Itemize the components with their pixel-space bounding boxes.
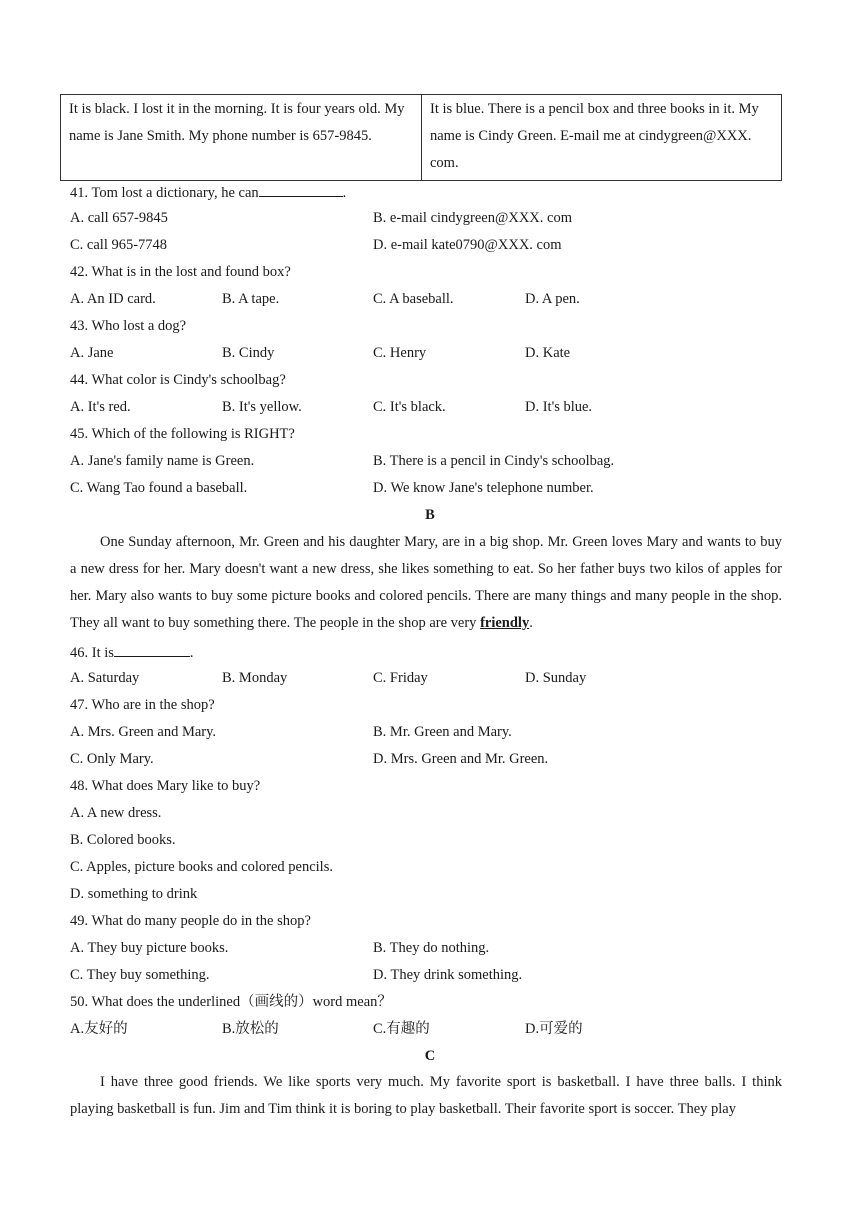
question-43-stem: 43. Who lost a dog? — [70, 318, 187, 334]
question-47-stem: 47. Who are in the shop? — [70, 697, 215, 713]
option-42-d: D. A pen. — [525, 291, 580, 307]
option-46-c: C. Friday — [373, 670, 428, 686]
answer-blank — [259, 182, 343, 197]
question-44-stem: 44. What color is Cindy's schoolbag? — [70, 372, 286, 388]
option-47-b: B. Mr. Green and Mary. — [373, 724, 512, 740]
option-42-c: C. A baseball. — [373, 291, 454, 307]
question-41-stem: 41. Tom lost a dictionary, he can . — [70, 182, 346, 202]
option-45-c: C. Wang Tao found a baseball. — [70, 480, 248, 496]
option-50-c: C.有趣的 — [373, 1021, 430, 1037]
option-49-a: A. They buy picture books. — [70, 940, 229, 956]
option-44-d: D. It's blue. — [525, 399, 593, 415]
option-50-b: B.放松的 — [222, 1021, 279, 1037]
notice-jane: It is black. I lost it in the morning. It is four years old. My name is Jane Smith. My phone number is 657-9845. — [61, 95, 422, 181]
option-50-a: A.友好的 — [70, 1021, 128, 1037]
option-43-c: C. Henry — [373, 345, 427, 361]
option-43-d: D. Kate — [525, 345, 571, 361]
answer-blank — [114, 642, 190, 657]
notice-cindy: It is blue. There is a pencil box and three books in it. My name is Cindy Green. E-mail me at cindygreen@XXX. com. — [422, 95, 782, 181]
section-c-heading: C — [424, 1048, 436, 1064]
question-48-stem: 48. What does Mary like to buy? — [70, 778, 261, 794]
question-50-stem: 50. What does the underlined（画线的）word mean？ — [70, 994, 392, 1010]
option-41-b: B. e-mail cindygreen@XXX. com — [373, 210, 572, 226]
question-45-stem: 45. Which of the following is RIGHT? — [70, 426, 295, 442]
question-46-stem: 46. It is . — [70, 642, 194, 662]
option-46-a: A. Saturday — [70, 670, 140, 686]
question-42-stem: 42. What is in the lost and found box? — [70, 264, 291, 280]
option-49-c: C. They buy something. — [70, 967, 210, 983]
option-43-b: B. Cindy — [222, 345, 275, 361]
passage-b: One Sunday afternoon, Mr. Green and his daughter Mary, are in a big shop. Mr. Green loves Mary and wants to buy a new dress for her. Mary doesn't want a new dress, she likes something to eat. So her father buys two kilos of apples for her. Mary also wants to buy some picture books and colored pencils. There are many things and many people in the shop. They all want to buy something there. The people in the shop are very friendly. — [70, 534, 782, 631]
question-49-stem: 49. What do many people do in the shop? — [70, 913, 311, 929]
option-44-b: B. It's yellow. — [222, 399, 302, 415]
option-48-c: C. Apples, picture books and colored pencils. — [70, 859, 333, 875]
option-46-d: D. Sunday — [525, 670, 587, 686]
lost-notice-table — [60, 94, 782, 181]
option-45-d: D. We know Jane's telephone number. — [373, 480, 594, 496]
option-48-a: A. A new dress. — [70, 805, 162, 821]
passage-c: I have three good friends. We like sports very much. My favorite sport is basketball. I have three balls. I think playing basketball is fun. Jim and Tim think it is boring to play basketball. Their favorite sport is soccer. They play — [70, 1074, 782, 1117]
option-46-b: B. Monday — [222, 670, 288, 686]
option-41-a: A. call 657-9845 — [70, 210, 168, 226]
option-48-b: B. Colored books. — [70, 832, 176, 848]
option-43-a: A. Jane — [70, 345, 114, 361]
option-50-d: D.可爱的 — [525, 1021, 583, 1037]
section-b-heading: B — [425, 507, 435, 523]
option-45-a: A. Jane's family name is Green. — [70, 453, 255, 469]
option-49-b: B. They do nothing. — [373, 940, 490, 956]
option-47-d: D. Mrs. Green and Mr. Green. — [373, 751, 549, 767]
option-41-d: D. e-mail kate0790@XXX. com — [373, 237, 562, 253]
underlined-word: friendly — [480, 615, 530, 631]
option-45-b: B. There is a pencil in Cindy's schoolbag. — [373, 453, 615, 469]
option-44-a: A. It's red. — [70, 399, 131, 415]
option-47-a: A. Mrs. Green and Mary. — [70, 724, 217, 740]
option-41-c: C. call 965-7748 — [70, 237, 168, 253]
option-42-a: A. An ID card. — [70, 291, 156, 307]
option-49-d: D. They drink something. — [373, 967, 523, 983]
option-47-c: C. Only Mary. — [70, 751, 154, 767]
option-48-d: D. something to drink — [70, 886, 198, 902]
option-44-c: C. It's black. — [373, 399, 446, 415]
option-42-b: B. A tape. — [222, 291, 280, 307]
